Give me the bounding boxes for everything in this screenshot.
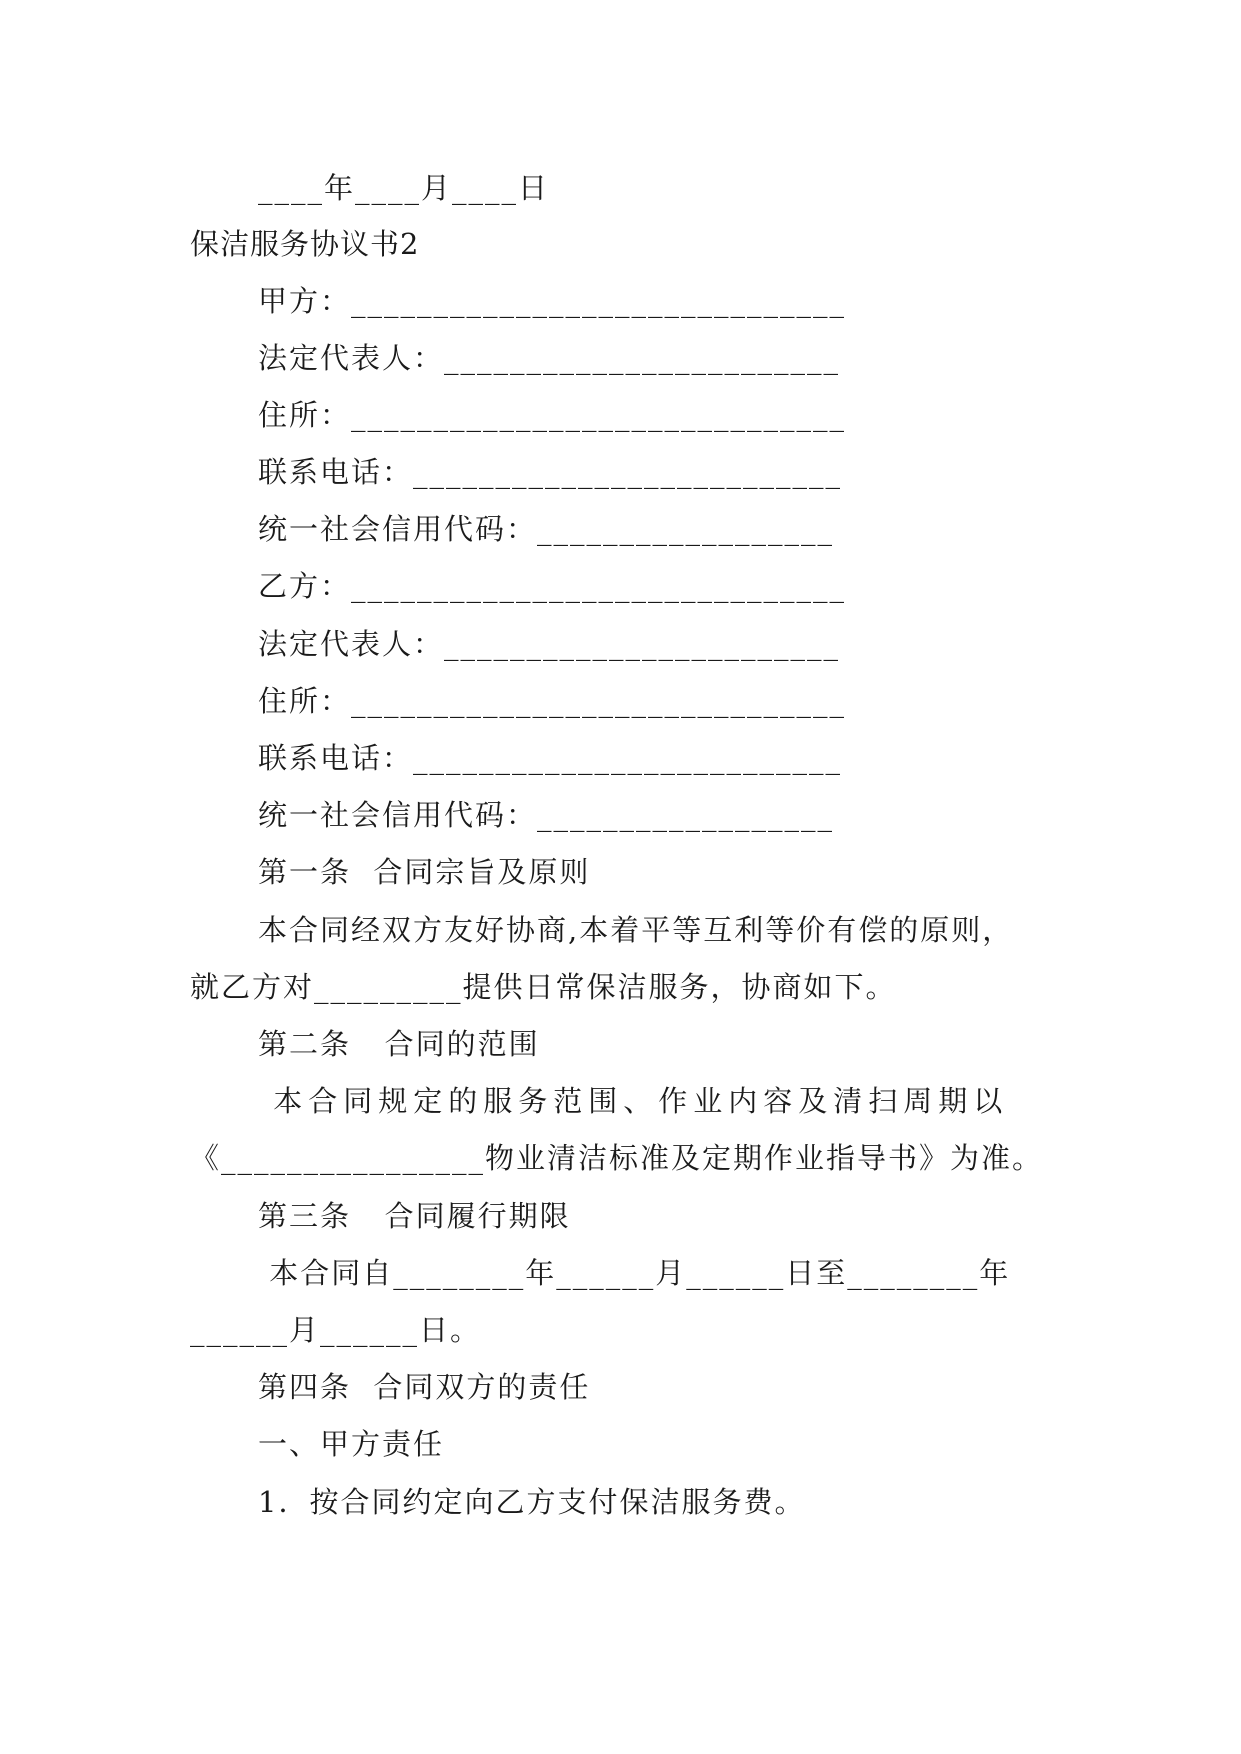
article-3-body-line-2: ______月______日。 bbox=[190, 1313, 482, 1347]
party-b-line: 乙方：______________________________ bbox=[258, 569, 847, 603]
article-4-heading: 第四条 合同双方的责任 bbox=[258, 1370, 591, 1404]
article-2-heading: 第二条 合同的范围 bbox=[258, 1027, 540, 1061]
article-1-body-line-1: 本合同经双方友好协商,本着平等互利等价有偿的原则， bbox=[258, 913, 1014, 947]
party-b-credit-code-line: 统一社会信用代码：__________________ bbox=[258, 798, 835, 832]
article-2-body-line-1: 本合同规定的服务范围、作业内容及清扫周期以 bbox=[258, 1084, 1009, 1118]
article-3-body-line-1: 本合同自________年______月______日至________年 bbox=[258, 1256, 1011, 1290]
party-a-line: 甲方：______________________________ bbox=[258, 284, 847, 318]
article-2-body-line-2: 《________________物业清洁标准及定期作业指导书》为准。 bbox=[190, 1141, 1044, 1175]
doc-title: 保洁服务协议书2 bbox=[190, 227, 420, 261]
party-a-legal-rep-line: 法定代表人：________________________ bbox=[258, 341, 841, 375]
article-3-heading: 第三条 合同履行期限 bbox=[258, 1199, 571, 1233]
article-1-body-line-2: 就乙方对_________提供日常保洁服务，协商如下。 bbox=[190, 970, 897, 1004]
party-a-duties-heading: 一、甲方责任 bbox=[258, 1427, 445, 1461]
party-a-credit-code-line: 统一社会信用代码：__________________ bbox=[258, 512, 835, 546]
date-line: ____年____月____日 bbox=[258, 171, 550, 205]
party-a-phone-line: 联系电话：__________________________ bbox=[258, 455, 843, 489]
article-1-heading: 第一条 合同宗旨及原则 bbox=[258, 855, 591, 889]
party-b-legal-rep-line: 法定代表人：________________________ bbox=[258, 627, 841, 661]
party-b-phone-line: 联系电话：__________________________ bbox=[258, 741, 843, 775]
party-a-address-line: 住所：______________________________ bbox=[258, 398, 847, 432]
party-a-duty-1: 1．按合同约定向乙方支付保洁服务费。 bbox=[258, 1485, 806, 1519]
party-b-address-line: 住所：______________________________ bbox=[258, 684, 847, 718]
